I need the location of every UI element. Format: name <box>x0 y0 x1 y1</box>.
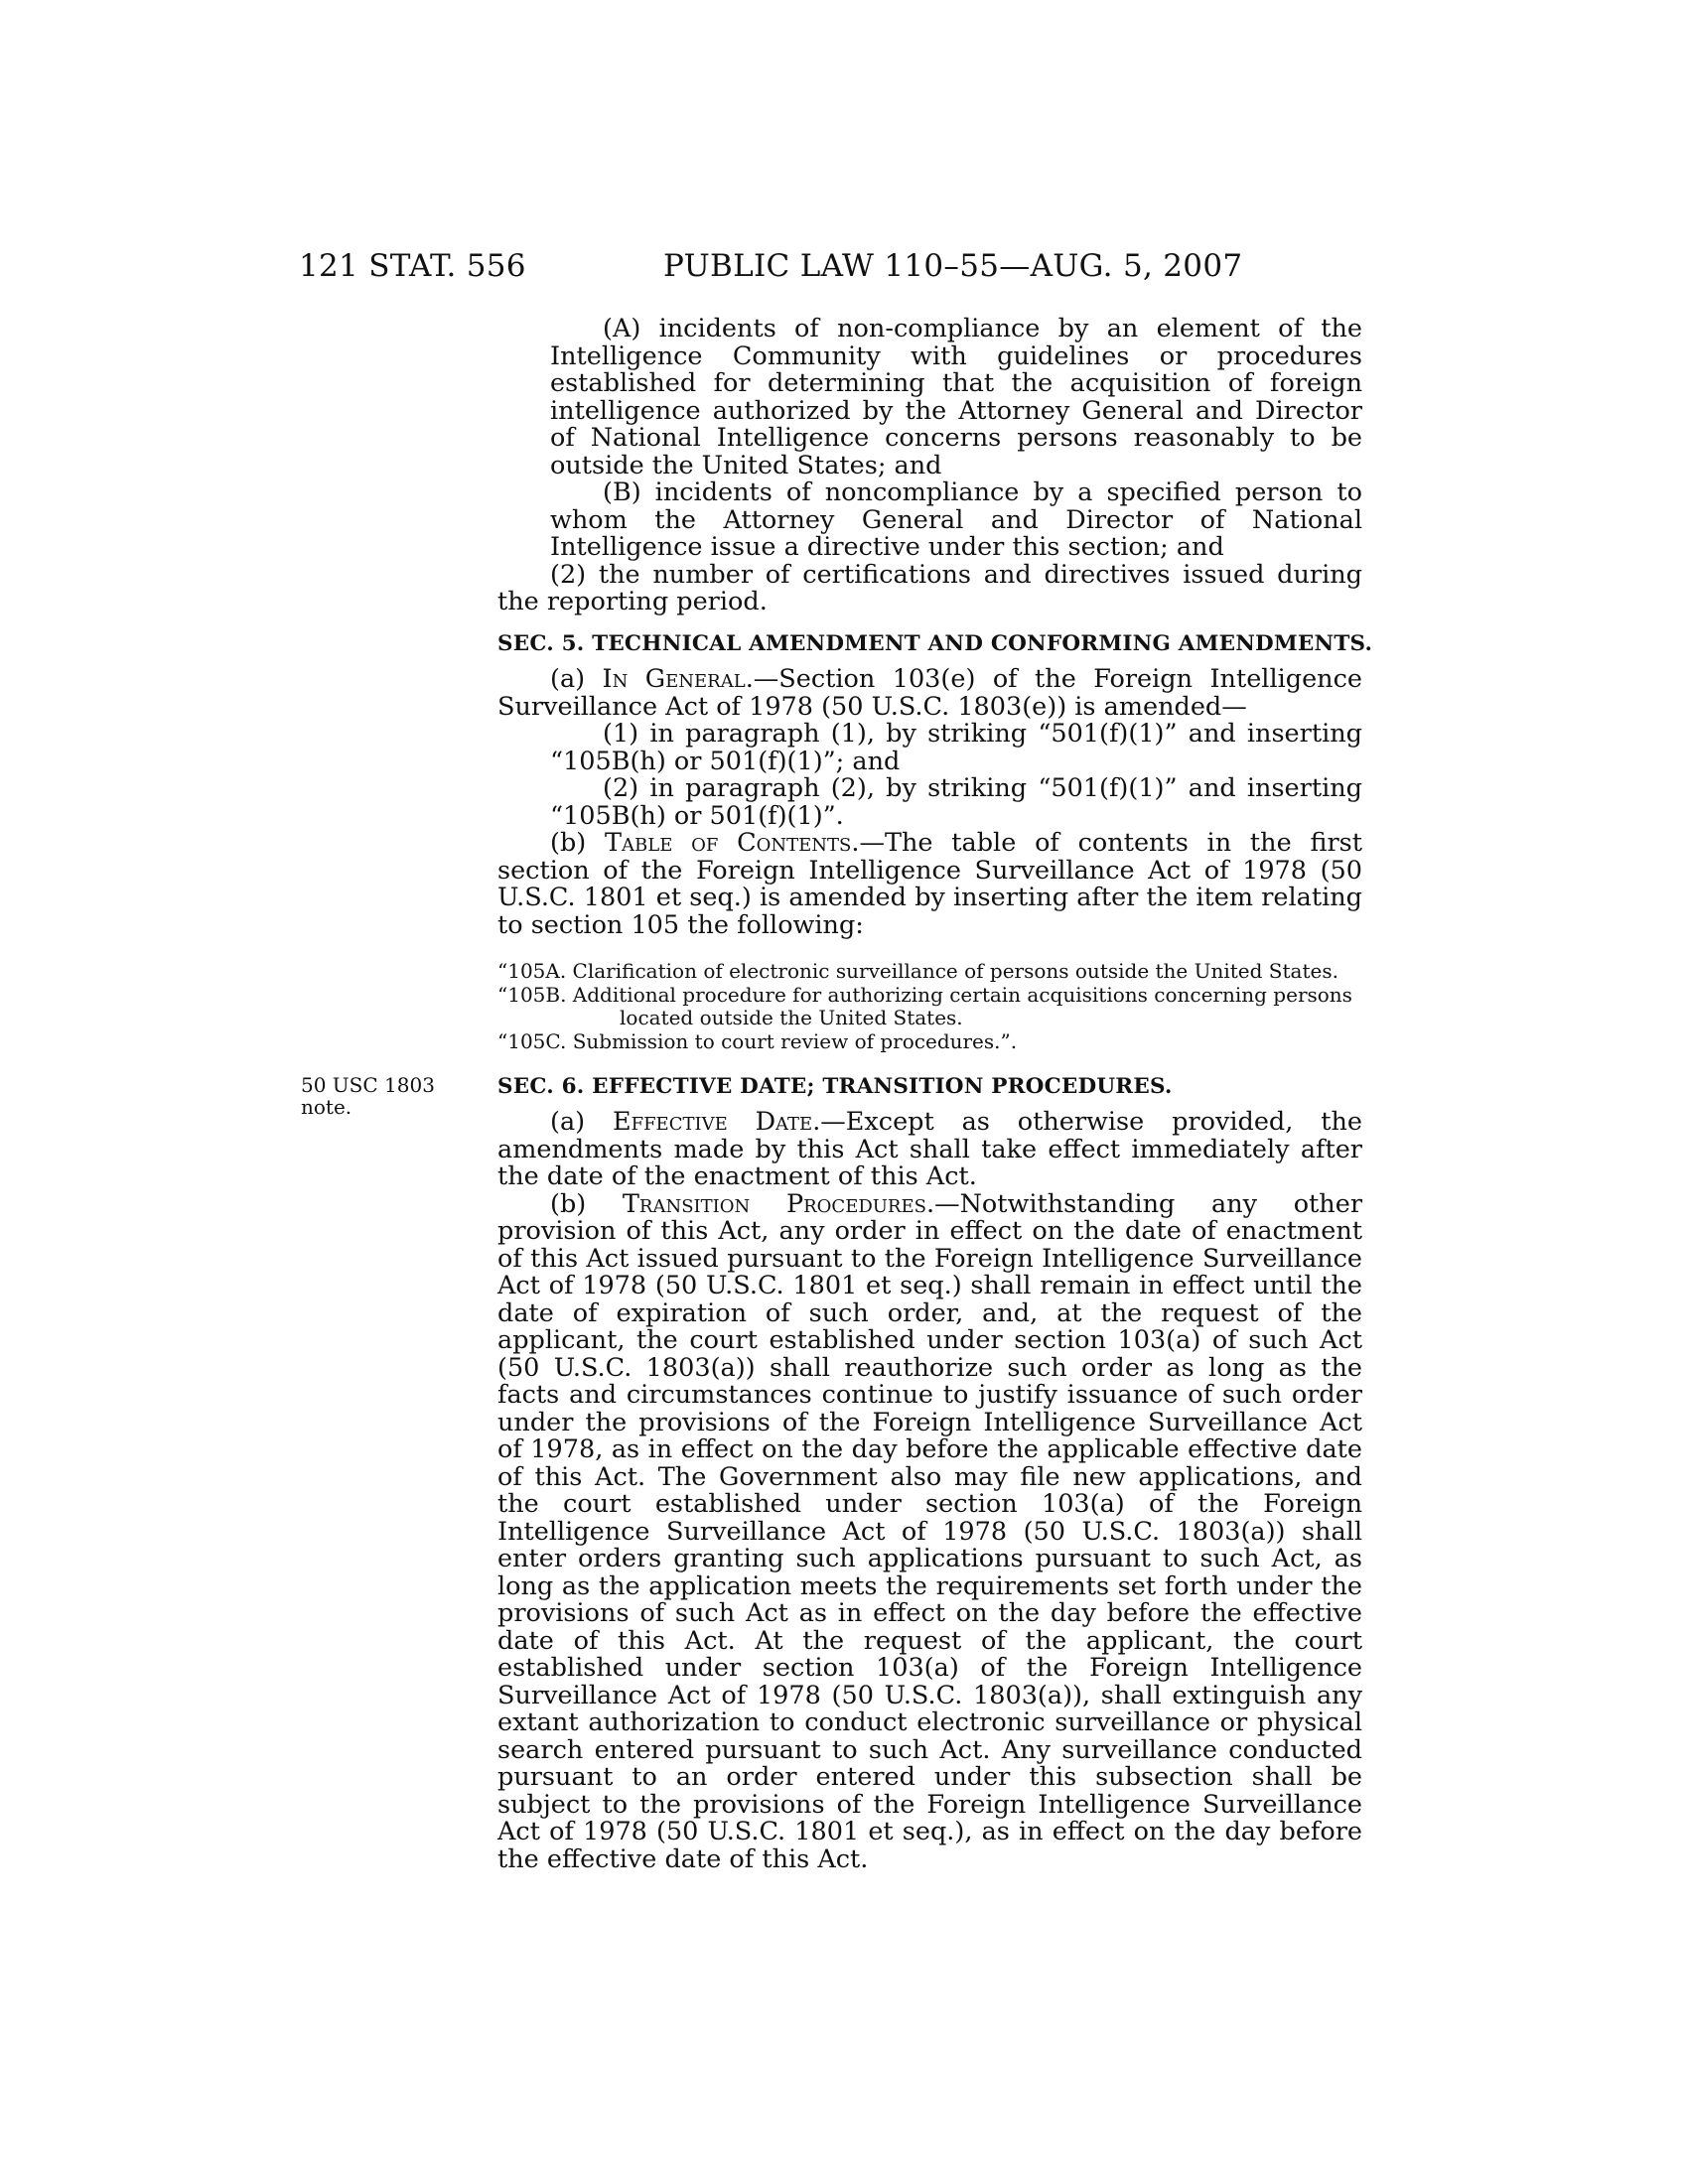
sec5-body <box>497 666 1362 939</box>
toc-item-105c: “105C. Submission to court review of procedures.”. <box>497 1028 1018 1053</box>
sec5-b-caption: Table of Contents <box>605 828 852 858</box>
sec6-a-caption: Effective Date <box>612 1107 813 1137</box>
stat-page-number: 121 STAT. 556 <box>299 248 526 284</box>
sec5-a-caption: In General <box>602 664 746 694</box>
sec6-heading: SEC. 6. EFFECTIVE DATE; TRANSITION PROCEDURES. <box>497 1074 1173 1099</box>
sec5-a-paragraph-1: (1) in paragraph (1), by striking “501(f)(1)” and inserting “105B(h) or 501(f)(1)”; and <box>550 719 1362 776</box>
sec6-subsection-b: (b) Transition Procedures.—Notwithstanding any other provision of this Act, any order in effect on the date of enactment of this Act issued pursuant to the Foreign Intelligence Surveillance Act of 1978 (50 U.S.C. 1801 et seq.) shall remain in effect until the date of expiration of such order, and, at the request of the applicant, the court established under section 103(a) of such Act (50 U.S.C. 1803(a)) shall reauthorize such order as long as the facts and circumstances continue to justify issuance of such order under the provisions of the Foreign Intelligence Surveillance Act of 1978, as in effect on the day before the applicable effective date of this Act. The Government also may file new applications, and the court established under section 103(a) of the Foreign Intelligence Surveillance Act of 1978 (50 U.S.C. 1803(a)) shall enter orders granting such applications pursuant to such Act, as long as the application meets the requirements set forth under the provisions of such Act as in effect on the day before the effective date of this Act. At the request of the applicant, the court established under section 103(a) of the Foreign Intelligence Surveillance Act of 1978 (50 U.S.C. 1803(a)), shall extinguish any extant authorization to conduct electronic surveillance or physical search entered pursuant to such Act. Any surveillance conducted pursuant to an order entered under this subsection shall be subject to the provisions of the Foreign Intelligence Surveillance Act of 1978 (50 U.S.C. 1801 et seq.), as in effect on the day before the effective date of this Act. <box>497 1188 1363 1874</box>
toc-item-105a: “105A. Clarification of electronic surveillance of persons outside the United States. <box>497 959 1338 983</box>
sec5-subsection-b: (b) Table of Contents.—The table of contents in the first section of the Foreign Intelligence Surveillance Act of 1978 (50 U.S.C. 1801 et seq.) is amended by inserting after the item relating to section 105 the following: <box>497 828 1362 940</box>
sec6-subsection-a: (a) Effective Date.—Except as otherwise provided, the amendments made by this Act shall take effect immediately after the date of the enactment of this Act. <box>497 1107 1362 1191</box>
sec5-heading: SEC. 5. TECHNICAL AMENDMENT AND CONFORMING AMENDMENTS. <box>497 631 1373 656</box>
para-2-certifications: (2) the number of certifications and directives issued during the reporting period. <box>497 559 1362 616</box>
reporting-block <box>497 316 1362 616</box>
para-a-noncompliance: (A) incidents of non-compliance by an element of the Intelligence Community with guidelines or procedures established for determining that the acquisition of foreign intelligence authorized by the Attorney General and Director of National Intelligence concerns persons reasonably to be outside the United States; and <box>550 314 1362 480</box>
sec5-subsection-a: (a) In General.—Section 103(e) of the Foreign Intelligence Surveillance Act of 1978 (50 U.S.C. 1803(e)) is amended— <box>497 664 1362 722</box>
sec6-b-caption: Transition Procedures <box>622 1188 926 1219</box>
para-b-noncompliance: (B) incidents of noncompliance by a specified person to whom the Attorney General and Director of National Intelligence issue a directive under this section; and <box>550 478 1362 562</box>
toc-item-105b: “105B. Additional procedure for authorizing certain acquisitions concerning persons located outside the United States. <box>497 982 1352 1029</box>
sec6-body <box>497 1109 1362 1873</box>
margin-note-usc: 50 USC 1803 note. <box>301 1073 435 1119</box>
table-of-contents-insert <box>497 960 1362 1053</box>
sec5-a-paragraph-2: (2) in paragraph (2), by striking “501(f)(1)” and inserting “105B(h) or 501(f)(1)”. <box>550 773 1362 831</box>
public-law-header: PUBLIC LAW 110–55—AUG. 5, 2007 <box>663 248 1243 284</box>
